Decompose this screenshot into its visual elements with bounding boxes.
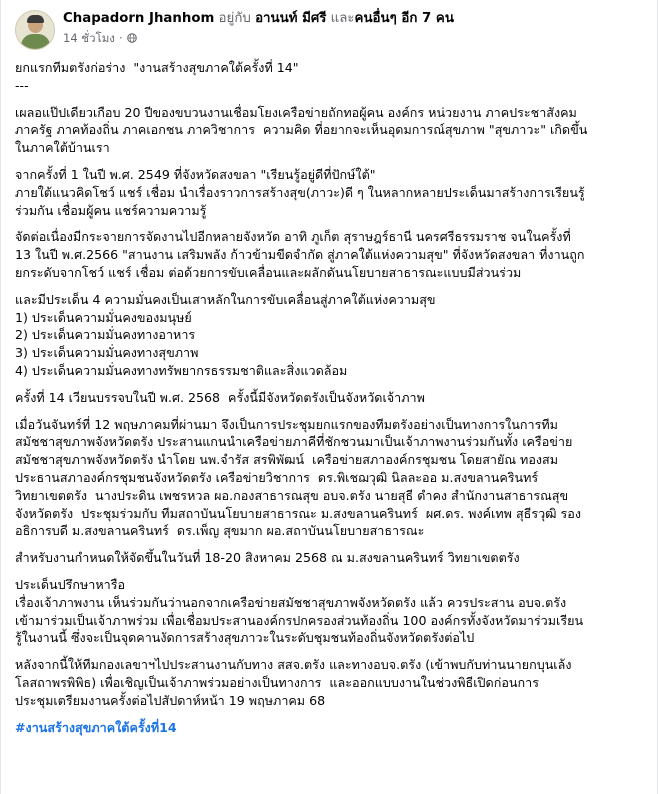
paragraph-gap bbox=[15, 647, 643, 656]
post-text-line: หลังจากนี้ให้ทีมกองเลขาฯไปประสานงานกับทาง สสจ.ตรัง และทางอบจ.ตรัง (เข้าพบกับท่านนายกบุนเล้ง bbox=[15, 657, 572, 673]
post-text-line: 1) ประเด็นความมั่นคงของมนุษย์ bbox=[15, 309, 192, 325]
post-timestamp[interactable]: 14 ชั่วโมง bbox=[63, 31, 115, 45]
post-text-line: สำหรับงานกำหนดให้จัดขึ้นในวันที่ 18-20 สิงหาคม 2568 ณ ม.สงขลานครินทร์ วิทยาเขตตรัง bbox=[15, 550, 520, 566]
post-text-line: 3) ประเด็นความมั่นคงทางสุขภาพ bbox=[15, 345, 199, 361]
post-text-line: เรื่องเจ้าภาพงาน เห็นร่วมกันว่านอกจากเครือข่ายสมัชชาสุขภาพจังหวัดตรัง แล้ว ควรประสาน อบจ.ตรัง bbox=[15, 594, 567, 610]
post-text-line: จังหวัดตรัง ประชุมร่วมกับ ทีมสถาบันนโยบายสาธารณะ ม.สงขลานครินทร์ ผศ.ดร. พงค์เทพ สุธีรวุฒิ รอง bbox=[15, 505, 582, 521]
post-text-line: วิทยาเขตตรัง นางประดิน เพชรหวล ผอ.กองสาธารณสุข อบจ.ตรัง นายสุธี ดำคง สำนักงานสาธารณสุข bbox=[15, 487, 569, 503]
post-text-line: จัดต่อเนื่องมีกระจายการจัดงานไปอีกหลายจังหวัด อาทิ ภูเก็ต สุราษฎร์ธานี นครศรีธรรมราช จนในครั้งที่ bbox=[15, 229, 571, 245]
post-text-line: ประเด็นปรึกษาหารือ bbox=[15, 576, 126, 592]
author-line bbox=[63, 10, 454, 28]
post-text-line: --- bbox=[15, 77, 29, 93]
post-text-line: เผลอแป๊ปเดียวเกือบ 20 ปีของขบวนงานเชื่อมโยงเครือข่ายถักทอผู้คน องค์กร หน่วยงาน ภาคประชาสังคม bbox=[15, 104, 577, 120]
post-text-line: รู้ในงานนี้ ซึ่งจะเป็นจุดคานงัดการสร้างสุขภาวะในระดับชุมชนท้องถิ่นจังหวัดตรังต่อไป bbox=[15, 630, 475, 646]
post-text-line: ประชุมเตรียมงานครั้งต่อไปสัปดาห์หน้า 19 พฤษภาคม 68 bbox=[15, 692, 326, 708]
post-text-line: สมัชชาสุขภาพจังหวัดตรัง นำโดย นพ.จำรัส สรพิพัฒน์ เครือข่ายสภาองค์กรชุมชน โดยสายัณ ทองสม bbox=[15, 452, 559, 468]
post-time-line bbox=[63, 30, 454, 46]
post-header bbox=[15, 10, 454, 50]
paragraph-gap bbox=[15, 407, 643, 416]
post-text-line: เมื่อวันจันทร์ที่ 12 พฤษภาคมที่ผ่านมา จึงเป็นการประชุมยกแรกของทีมตรังอย่างเป็นทางการในการทีม bbox=[15, 416, 558, 432]
post-text-line: ภาครัฐ ภาคท้องถิ่น ภาคเอกชน ภาควิชาการ ความคิด ที่อยากจะเห็นอุดมการณ์สุขภาพ "สุขภาวะ" เกิดขึ้น bbox=[15, 122, 588, 138]
tagged-others[interactable]: คนอื่นๆ อีก 7 คน bbox=[354, 11, 454, 26]
post-text-line: 13 ในปี พ.ศ.2566 "สานงาน เสริมพลัง ก้าวข้ามขีดจำกัด สู่ภาคใต้แห่งความสุข" ที่จังหวัดสงขลา ที่งานถูก bbox=[15, 247, 585, 263]
paragraph-gap bbox=[15, 219, 643, 228]
post-text-line: โลสถาพรพิพิธ) เพื่อเชิญเป็นเจ้าภาพร่วมอย่างเป็นทางการ และออกแบบงานในช่วงพิธีเปิดก่อนการ bbox=[15, 674, 539, 690]
post-meta bbox=[63, 10, 454, 46]
post-body bbox=[15, 59, 643, 736]
post-text-line: อธิการบดี ม.สงขลานครินทร์ ดร.เพ็ญ สุขมาก ผอ.สถาบันนโยบายสาธารณะ bbox=[15, 523, 425, 539]
with-word: อยู่กับ bbox=[218, 11, 251, 26]
post-text-line: ในภาคใต้บ้านเรา bbox=[15, 140, 110, 156]
paragraph-gap bbox=[15, 282, 643, 291]
post-text-line: 4) ประเด็นความมั่นคงทางทรัพยากรธรรมชาติและสิ่งแวดล้อม bbox=[15, 362, 348, 378]
post-text-line: สมัชชาสุขภาพจังหวัดตรัง ประสานแกนนำเครือข่ายภาคีที่ชักชวนมาเป็นเจ้าภาพงานร่วมกันทั้ง เครือข่าย bbox=[15, 434, 573, 450]
post-text-line: ภายใต้แนวคิดโชว์ แชร์ เชื่อม นำเรื่องราวการสร้างสุข(ภาวะ)ดี ๆ ในหลากหลายประเด็นมาสร้างการเรียนรู้ bbox=[15, 184, 585, 200]
post-text-line: ยกระดับจากโชว์ แชร์ เชื่อม ต่อด้วยการขับเคลื่อนและผลักดันนโยบายสาธารณะแบบมีส่วนร่วม bbox=[15, 264, 522, 280]
post-text-line: เข้ามาร่วมเป็นเจ้าภาพร่วม เพื่อเชื่อมประสานองค์กรปกครองส่วนท้องถิ่น 100 องค์กรทั้งจังหวัดมาร่วมเรียน bbox=[15, 612, 584, 628]
paragraph-gap bbox=[15, 157, 643, 166]
author-name[interactable]: Chapadorn Jhanhom bbox=[63, 11, 215, 26]
tagged-person[interactable]: อานนท์ มีศรี bbox=[255, 11, 327, 26]
paragraph-gap bbox=[15, 567, 643, 576]
globe-icon[interactable] bbox=[127, 33, 137, 43]
post-text-line: ครั้งที่ 14 เวียนบรรจบในปี พ.ศ. 2568 ครั้งนี้มีจังหวัดตรังเป็นจังหวัดเจ้าภาพ bbox=[15, 389, 425, 405]
post-text-line: ประธานสภาองค์กรชุมชนจังหวัดตรัง เครือข่ายวิชาการ ดร.พิเชฌวุฒิ นิลละออ ม.สงขลานครินทร์ bbox=[15, 469, 539, 485]
hashtag-link[interactable]: #งานสร้างสุขภาคใต้ครั้งที่14 bbox=[15, 719, 177, 735]
separator-dot: · bbox=[118, 31, 123, 45]
post-text-line: ยกแรกทีมตรังก่อร่าง "งานสร้างสุขภาคใต้ครั้งที่ 14" bbox=[15, 60, 299, 75]
post-text-line: 2) ประเด็นความมั่นคงทางอาหาร bbox=[15, 327, 196, 343]
paragraph-gap bbox=[15, 95, 643, 104]
paragraph-gap bbox=[15, 380, 643, 389]
post-text-line: และมีประเด็น 4 ความมั่นคงเป็นเสาหลักในการขับเคลื่อนสู่ภาคใต้แห่งความสุข bbox=[15, 291, 436, 307]
and-word: และ bbox=[330, 11, 355, 26]
avatar[interactable] bbox=[15, 10, 55, 50]
paragraph-gap bbox=[15, 540, 643, 549]
post-text-line: ร่วมกัน เชื่อมผู้คน แชร์ความความรู้ bbox=[15, 202, 207, 218]
paragraph-gap bbox=[15, 710, 643, 719]
post-text-line: จากครั้งที่ 1 ในปี พ.ศ. 2549 ที่จังหวัดสงขลา "เรียนรู้อยู่ดีที่ปักษ์ใต้" bbox=[15, 166, 376, 182]
